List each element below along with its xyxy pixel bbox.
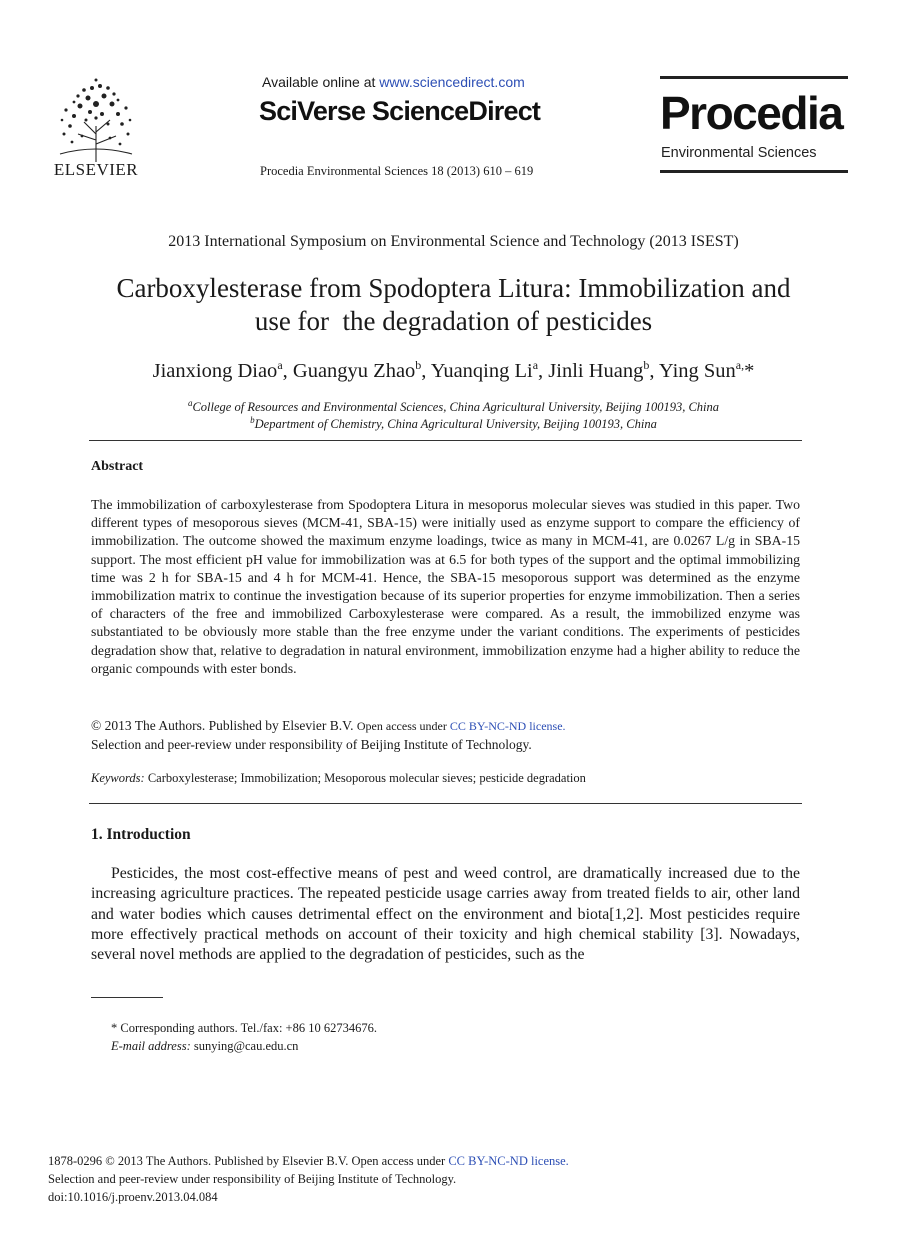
bottom-open-access: Open access under xyxy=(351,1154,449,1168)
author-affiliation-marker: b xyxy=(415,358,422,372)
journal-reference: Procedia Environmental Sciences 18 (2013) 610 – 619 xyxy=(260,164,534,178)
title-line-2: use for the degradation of pesticides xyxy=(254,306,653,336)
keywords-list: Carboxylesterase; Immobilization; Mesoporous molecular sieves; pesticide degradation xyxy=(144,771,586,785)
issn-text: 1878-0296 © 2013 The Authors. Published by Elsevier B.V. xyxy=(48,1154,352,1168)
bottom-peer-review: Selection and peer-review under responsibility of Beijing Institute of Technology. xyxy=(48,1172,457,1186)
corresponding-author-note: * Corresponding authors. Tel./fax: +86 10 62734676. xyxy=(111,1021,377,1035)
author-name: Jinli Huang xyxy=(548,359,644,382)
copyright-text: © 2013 The Authors. Published by Elsevier B.V. xyxy=(91,718,357,733)
abstract-text: The immobilization of carboxylesterase from Spodoptera Litura in mesoporus molecular sieves was studied in this paper. Two different types of mesoporous sieves (MCM-41, SBA-15) were initially used as enzyme support to compare the efficiency of immobilization. The outcome showed the maximum enzyme loadings, twice as many in MCM-41, are 0.0267 L/g in SBA-15 support. The most efficient pH value for immobilization was at 6.5 for both types of the support and the optimal immobilizing time was 2 h for SBA-15 and 4 h for MCM-41. Hence, the SBA-15 mesoporous support was determined as the enzyme immobilization matrix to continue the investigation because of its superior properties for enzyme immobilization. Then a series of characters of the free and immobilized Carboxylesterase were compared. As a result, the immobilized enzyme was substantiated to be obviously more stable than the free enzyme under the variant conditions. The experiments of pesticides degradation show that, relative to degradation in natural environment, immobilization enzyme had a higher ability to reduce the organic compounds with ester bonds. xyxy=(91,497,800,676)
footnote-rule xyxy=(91,997,163,998)
email-note xyxy=(111,1039,298,1054)
issn-copyright-line xyxy=(48,1154,569,1169)
section-heading-introduction: 1. Introduction xyxy=(91,826,191,843)
available-online xyxy=(262,74,525,90)
author-name: Ying Sun xyxy=(658,359,736,382)
abstract-heading: Abstract xyxy=(91,459,144,474)
author-affiliation-marker: a xyxy=(277,358,283,372)
introduction-text: Pesticides, the most cost-effective means of pest and weed control, are dramatically increased due to the increasing agriculture practices. The repeated pesticide usage carries away from treated fields to air, other land and water bodies which causes detrimental effect on the environment and biota[1,2]. Most pesticides require more effectively practical methods on account of their toxicity and high chemical stability [3]. Nowadays, several novel methods are applied to the degradation of pesticides, such as the xyxy=(91,865,800,964)
paper-title xyxy=(60,272,847,338)
platform-name: SciVerse ScienceDirect xyxy=(259,96,541,126)
title-line-1: Carboxylesterase from Spodoptera Litura: Immobilization and xyxy=(116,273,791,303)
author-separator: , xyxy=(282,359,293,382)
author-name: Jianxiong Diao xyxy=(152,359,278,382)
divider-top xyxy=(89,440,802,441)
publisher-name: ELSEVIER xyxy=(53,160,139,179)
keywords-label: Keywords: xyxy=(91,771,145,785)
author-name: Yuanqing Li xyxy=(430,359,533,382)
author-list xyxy=(0,358,907,383)
doi: doi:10.1016/j.proenv.2013.04.084 xyxy=(48,1190,218,1204)
journal-logo-rule-bottom xyxy=(660,170,848,173)
author-affiliation-marker: b xyxy=(643,358,650,372)
copyright-block xyxy=(91,717,566,753)
author-affiliation-marker: a, xyxy=(735,358,745,372)
bottom-license-link[interactable]: CC BY-NC-ND license. xyxy=(448,1154,569,1168)
author-separator: , xyxy=(421,359,431,382)
journal-logo-name: Procedia xyxy=(660,87,843,139)
author-affiliation-marker: a xyxy=(532,358,539,372)
available-prefix: Available online at xyxy=(262,74,380,90)
keywords xyxy=(91,771,586,786)
email-address: sunying@cau.edu.cn xyxy=(190,1039,299,1053)
conference-name: 2013 International Symposium on Environmental Science and Technology (2013 ISEST) xyxy=(168,233,739,250)
open-access-text: Open access under xyxy=(356,719,450,733)
license-link[interactable]: CC BY-NC-ND license. xyxy=(449,719,566,733)
affiliation-text: Department of Chemistry, China Agricultural University, Beijing 100193, China xyxy=(254,417,657,432)
journal-logo-subtitle: Environmental Sciences xyxy=(661,145,817,161)
affiliation-marker: a xyxy=(187,398,193,408)
sciencedirect-link[interactable]: www.sciencedirect.com xyxy=(379,74,525,90)
divider-bottom xyxy=(89,803,802,804)
email-label: E-mail address: xyxy=(111,1039,191,1053)
author-separator: * xyxy=(744,359,755,382)
peer-review-text: Selection and peer-review under responsibility of Beijing Institute of Technology. xyxy=(91,736,532,752)
affiliation-a xyxy=(0,398,907,415)
author-separator: , xyxy=(538,359,549,382)
affiliation-text: College of Resources and Environmental Sciences, China Agricultural University, Beijing 100193, China xyxy=(192,400,720,415)
affiliation-b xyxy=(0,415,907,432)
author-separator: , xyxy=(649,359,659,382)
author-name: Guangyu Zhao xyxy=(292,359,416,382)
affiliation-marker: b xyxy=(250,415,255,425)
journal-logo-rule-top xyxy=(660,76,848,79)
